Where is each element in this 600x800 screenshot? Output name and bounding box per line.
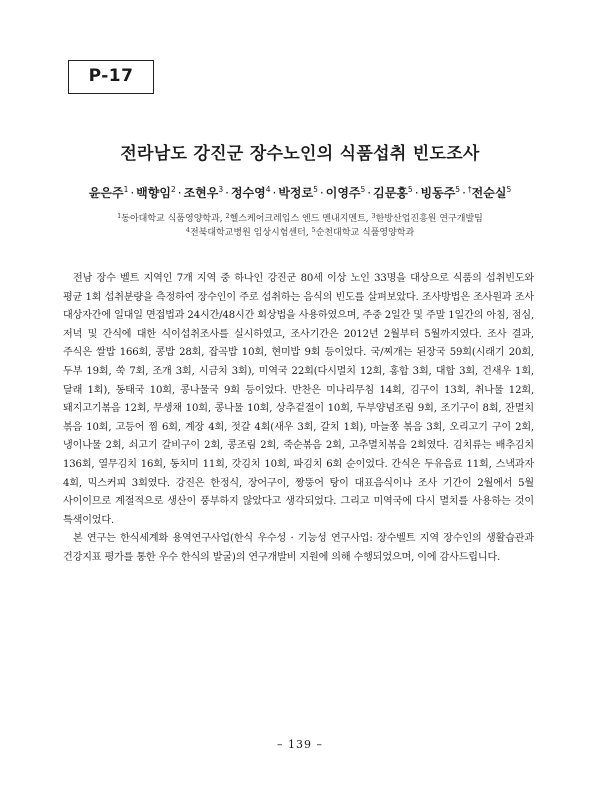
page-number: – 139 – bbox=[277, 738, 323, 751]
affiliation: 순천대학교 식품영양학과 bbox=[315, 228, 415, 238]
abstract-code-box bbox=[68, 60, 154, 94]
author-separator: · bbox=[225, 186, 229, 200]
author: 정수영$^4$ bbox=[230, 185, 271, 200]
author: 빙동주$^5$ bbox=[420, 185, 461, 200]
author-separator: · bbox=[462, 186, 466, 200]
author: 윤은주$^1$ bbox=[88, 185, 129, 200]
author: 조현우$^3$ bbox=[183, 185, 224, 200]
corresponding-author: †전순실$^5$ bbox=[467, 185, 512, 200]
affiliation: 전북대학교병원 임상시험센터, bbox=[189, 228, 312, 238]
author-separator: · bbox=[177, 186, 182, 200]
corresponding-mark: † bbox=[467, 185, 472, 194]
affiliation-line-2: $^4$전북대학교병원 임상시험센터, $^5$순천대학교 식품영양학과 bbox=[185, 226, 415, 238]
abstract-code: P-17 bbox=[88, 66, 134, 86]
acknowledgement-paragraph: 본 연구는 한식세계화 용역연구사업(한식 우수성 · 기능성 연구사업: 장수벨트 지역 장수인의 생활습관과 건강지표 평가를 통한 우수 한식의 발굴)의 연구개발비 지원에 의해 수행되었으며, 이에 감사드립니다. bbox=[63, 533, 534, 563]
paper-title: 전라남도 강진군 장수노인의 식품섭취 빈도조사 bbox=[120, 144, 480, 164]
author: 이영주$^5$ bbox=[325, 185, 366, 200]
author-separator: · bbox=[272, 186, 277, 200]
author: 김문홍$^5$ bbox=[373, 185, 413, 200]
abstract-body bbox=[63, 270, 534, 568]
affiliation: 한방산업진흥원 연구개발팀 bbox=[375, 214, 483, 224]
affiliation: 헬스케어크레입스 엔드 멘내지멘트, bbox=[229, 214, 372, 224]
affiliation-line-1: $^1$동아대학교 식품영양학과, $^2$헬스케어크레입스 엔드 멘내지멘트, $^3$한방산업진흥원 연구개발팀 bbox=[117, 212, 483, 224]
author-separator: · bbox=[319, 186, 324, 200]
author: 박정로$^5$ bbox=[278, 185, 318, 200]
author-separator: · bbox=[414, 186, 419, 200]
author: 백향임$^2$ bbox=[136, 185, 176, 200]
author-separator: · bbox=[367, 186, 372, 200]
author-list bbox=[0, 184, 600, 201]
affiliation: 동아대학교 식품영양학과, bbox=[121, 214, 226, 224]
author-separator: · bbox=[130, 186, 135, 200]
body-paragraph: 전남 장수 벨트 지역인 7개 지역 중 하나인 강진군 80세 이상 노인 33명을 대상으로 식품의 섭취빈도와 평균 1회 섭취분량을 측정하여 장수인이 주로 섭취하는 음식의 빈도를 살펴보았다. 조사방법은 조사원과 조사 대상자간에 일대일 면접법과 24시간/48시간 회상법을 사용하였으며, 주중 2일간 및 주말 1일간의 아침, 점심, 저녁 및 간식에 대한 식이섭취조사를 실시하였고, 조사기간은 2012년 2월부터 5월까지였다. 조사 결과, 주식은 쌀밥 166회, 콩밥 28회, 잡곡밥 10회, 현미밥 9회 등이었다. 국/찌개는 된장국 59회(시래기 20회, 두부 19회, 쑥 7회, 조개 3회, 시금치 3회), 미역국 22회(다시멸치 12회, 홍합 3회, 대합 3회, 건새우 1회, 달래 1회), 동태국 10회, 콩나물국 9회 등이었다. 반찬은 미나리무침 14회, 김구이 13회, 취나물 12회, 돼지고기볶음 12회, 무생채 10회, 콩나물 10회, 상추겉절이 10회, 두부양념조림 9회, 조기구이 8회, 잔멸치 볶음 10회, 고등어 찜 6회, 계장 4회, 젓갈 4회(새우 3회, 갈치 1회), 마늘쫑 볶음 3회, 오리고기 구이 2회, 냉이나물 2회, 쇠고기 갈비구이 2회, 콩조림 2회, 죽순볶음 2회, 고추멸치볶음 2회였다. 김치류는 배추김치 136회, 열무김치 16회, 동치미 11회, 갓김치 10회, 파김치 6회 순이었다. 간식은 두유음료 11회, 스낵과자 4회, 믹스커피 3회였다. 강진은 한정식, 장어구이, 짱뚱어 탕이 대표음식이나 조사 기간이 2월에서 5월 사이이므로 계절적으로 생산이 풍부하지 않았다고 생각되었다. 그리고 미역국에 다시 멸치를 사용하는 것이 특색이었다. bbox=[63, 273, 534, 526]
